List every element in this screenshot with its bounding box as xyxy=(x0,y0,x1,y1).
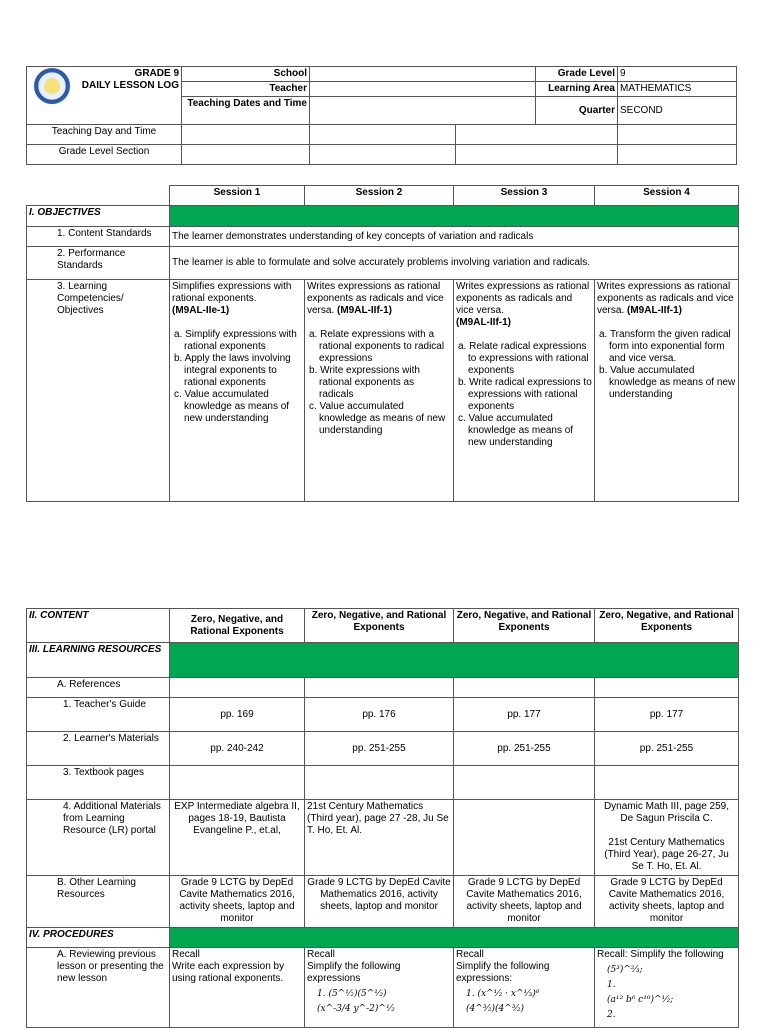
session-3-header: Session 3 xyxy=(454,186,595,206)
content-topic-4[interactable]: Zero, Negative, and Rational Exponents xyxy=(595,609,739,643)
grade-label: GRADE 9 xyxy=(134,68,179,79)
competency-code: (M9AL-IIf-1) xyxy=(456,317,511,328)
competency-code: (M9AL-IIe-1) xyxy=(172,305,230,316)
section-cell-1[interactable] xyxy=(182,145,310,165)
teacher-field[interactable] xyxy=(310,82,536,97)
references-cell-2[interactable] xyxy=(305,678,454,698)
performance-standards-label: 2. Performance Standards xyxy=(27,247,170,280)
math-expression: (5³)^²⁄₃; xyxy=(607,965,643,975)
content-table xyxy=(26,608,739,1028)
list-item: c. Value accumulated knowledge as means of new understanding xyxy=(309,401,446,436)
references-label: A. References xyxy=(27,678,170,698)
list-item: b. Write radical expressions to expressions with rational exponents xyxy=(458,377,592,412)
section-cell-2[interactable] xyxy=(310,145,456,165)
resources-green-bar xyxy=(170,643,739,678)
review-lesson-label: A. Reviewing previous lesson or presenting the new lesson xyxy=(27,948,170,1028)
review-session-1[interactable] xyxy=(170,948,305,1028)
addl-4-line: 21st Century Mathematics (Third Year), page 26-27, Ju Se T. Ho, Et. Al. xyxy=(604,837,729,872)
competency-code: (M9AL-IIf-1) xyxy=(337,305,393,316)
content-topic-3[interactable]: Zero, Negative, and Rational Exponents xyxy=(454,609,595,643)
day-time-cell-4[interactable] xyxy=(618,125,737,145)
day-time-cell-1[interactable] xyxy=(182,125,310,145)
performance-standards-text[interactable]: The learner is able to formulate and solve accurately problems involving variation and radicals. xyxy=(170,247,739,280)
teachers-guide-label: 1. Teacher's Guide xyxy=(27,698,170,732)
day-time-cell-2[interactable] xyxy=(310,125,456,145)
references-cell-4[interactable] xyxy=(595,678,739,698)
review-line: Simplify the following expressions xyxy=(307,961,401,984)
session-4-competencies[interactable] xyxy=(595,280,739,502)
competency-code: (M9AL-IIf-1) xyxy=(627,305,683,316)
references-cell-3[interactable] xyxy=(454,678,595,698)
section-cell-4[interactable] xyxy=(618,145,737,165)
textbook-pages-label: 3. Textbook pages xyxy=(27,766,170,800)
quarter-label: Quarter xyxy=(536,97,618,125)
competencies-label: 3. Learning Competencies/ Objectives xyxy=(27,280,170,502)
procedures-heading: IV. PROCEDURES xyxy=(27,928,170,948)
textbook-cell-2[interactable] xyxy=(305,766,454,800)
textbook-cell-1[interactable] xyxy=(170,766,305,800)
other-resources-4[interactable]: Grade 9 LCTG by DepEd Cavite Mathematics 2016, activity sheets, laptop and monitor xyxy=(595,876,739,928)
competency-intro: Writes expressions as rational exponents as radicals and vice versa. xyxy=(307,281,444,316)
log-title-cell xyxy=(27,67,182,125)
teaching-day-time-label: Teaching Day and Time xyxy=(27,125,182,145)
math-expression: 1. xyxy=(607,980,616,990)
tg-pages-4[interactable]: pp. 177 xyxy=(595,698,739,732)
section-cell-3[interactable] xyxy=(456,145,618,165)
math-expression: 1. (5^¹⁄₂)(5^¹⁄₂) xyxy=(317,989,387,999)
content-topic-1[interactable]: Zero, Negative, and Rational Exponents xyxy=(170,609,305,643)
tg-pages-1[interactable]: pp. 169 xyxy=(170,698,305,732)
objectives-heading: I. OBJECTIVES xyxy=(27,206,170,227)
other-resources-3[interactable]: Grade 9 LCTG by DepEd Cavite Mathematics 2016, activity sheets, laptop and monitor xyxy=(454,876,595,928)
math-expression: (x^-3/4 y^-2)^¹⁄₂ xyxy=(317,1004,395,1014)
list-item: c. Value accumulated knowledge as means of new understanding xyxy=(174,389,290,424)
math-expression: 2. xyxy=(607,1010,616,1020)
list-item: a. Relate expressions with a rational exponents to radical expressions xyxy=(309,329,445,364)
learning-area-label: Learning Area xyxy=(536,82,618,97)
teaching-dates-field[interactable] xyxy=(310,97,536,125)
additional-materials-3[interactable] xyxy=(454,800,595,876)
lm-pages-2[interactable]: pp. 251-255 xyxy=(305,732,454,766)
competency-intro: Writes expressions as rational exponents as radicals and vice versa. xyxy=(597,281,734,316)
content-standards-text[interactable]: The learner demonstrates understanding of key concepts of variation and radicals xyxy=(170,227,739,247)
session-1-header: Session 1 xyxy=(170,186,305,206)
day-time-cell-3[interactable] xyxy=(456,125,618,145)
competency-intro: Simplifies expressions with rational exponents. xyxy=(172,281,292,304)
textbook-cell-3[interactable] xyxy=(454,766,595,800)
blank-header-cell xyxy=(27,186,170,206)
review-line: Recall xyxy=(172,949,200,960)
grade-level-section-label: Grade Level Section xyxy=(27,145,182,165)
list-item: a. Transform the given radical form into exponential form and vice versa. xyxy=(599,329,731,364)
daily-lesson-log-title: DAILY LESSON LOG xyxy=(81,80,179,91)
textbook-cell-4[interactable] xyxy=(595,766,739,800)
list-item: a. Relate radical expressions to expressions with rational exponents xyxy=(458,341,589,376)
math-expression: (4^³⁄₂)(4^³⁄₂) xyxy=(466,1004,525,1014)
teaching-dates-label: Teaching Dates and Time xyxy=(182,97,310,125)
grade-level-label: Grade Level xyxy=(536,67,618,82)
review-session-3[interactable] xyxy=(454,948,595,1028)
lm-pages-3[interactable]: pp. 251-255 xyxy=(454,732,595,766)
learners-materials-label: 2. Learner's Materials xyxy=(27,732,170,766)
review-session-4[interactable] xyxy=(595,948,739,1028)
session-3-competencies[interactable] xyxy=(454,280,595,502)
additional-materials-1[interactable]: EXP Intermediate algebra II, pages 18-19, Bautista Evangeline P., et.al, xyxy=(170,800,305,876)
math-expression: (a¹² b⁶ c¹⁰)^¹⁄₂; xyxy=(607,995,674,1005)
content-topic-2[interactable]: Zero, Negative, and Rational Exponents xyxy=(305,609,454,643)
additional-materials-4[interactable] xyxy=(595,800,739,876)
teacher-label: Teacher xyxy=(182,82,310,97)
school-field[interactable] xyxy=(310,67,536,82)
session-4-header: Session 4 xyxy=(595,186,739,206)
learning-resources-heading: III. LEARNING RESOURCES xyxy=(27,643,170,678)
lm-pages-4[interactable]: pp. 251-255 xyxy=(595,732,739,766)
lm-pages-1[interactable]: pp. 240-242 xyxy=(170,732,305,766)
list-item: c. Value accumulated knowledge as means of new understanding xyxy=(458,413,574,448)
list-item: b. Write expressions with rational exponents as radicals xyxy=(309,365,420,400)
additional-materials-2[interactable]: 21st Century Mathematics (Third year), page 27 -28, Ju Se T. Ho, Et. Al. xyxy=(305,800,454,876)
review-line: Recall xyxy=(307,949,335,960)
references-cell-1[interactable] xyxy=(170,678,305,698)
review-line: Simplify the following expressions: xyxy=(456,961,550,984)
other-resources-2[interactable]: Grade 9 LCTG by DepEd Cavite Mathematics 2016, activity sheets, laptop and monitor xyxy=(305,876,454,928)
review-session-2[interactable] xyxy=(305,948,454,1028)
competency-intro: Writes expressions as rational exponents as radicals and vice versa. xyxy=(456,281,590,316)
header-table xyxy=(26,66,737,165)
content-standards-label: 1. Content Standards xyxy=(27,227,170,247)
objectives-table xyxy=(26,185,739,502)
session-1-competencies[interactable] xyxy=(170,280,305,502)
other-resources-label: B. Other Learning Resources xyxy=(27,876,170,928)
school-label: School xyxy=(182,67,310,82)
additional-materials-label: 4. Additional Materials from Learning Resource (LR) portal xyxy=(27,800,170,876)
objectives-green-bar xyxy=(170,206,739,227)
list-item: b. Apply the laws involving integral exponents to rational exponents xyxy=(174,353,291,388)
math-expression: 1. (x^¹⁄₂ · x^¹⁄₃)⁶ xyxy=(466,989,540,999)
learning-area-value[interactable]: MATHEMATICS xyxy=(618,82,737,97)
addl-4-line: Dynamic Math III, page 259, De Sagun Priscila C. xyxy=(603,801,730,824)
other-resources-1[interactable]: Grade 9 LCTG by DepEd Cavite Mathematics 2016, activity sheets, laptop and monitor xyxy=(170,876,305,928)
procedures-green-bar xyxy=(170,928,739,948)
review-line: Recall: Simplify the following xyxy=(597,949,724,960)
list-item: a. Simplify expressions with rational exponents xyxy=(174,329,297,352)
content-heading: II. CONTENT xyxy=(27,609,170,643)
tg-pages-3[interactable]: pp. 177 xyxy=(454,698,595,732)
tg-pages-2[interactable]: pp. 176 xyxy=(305,698,454,732)
session-2-competencies[interactable] xyxy=(305,280,454,502)
quarter-value[interactable]: SECOND xyxy=(618,97,737,125)
session-2-header: Session 2 xyxy=(305,186,454,206)
review-line: Write each expression by using rational exponents. xyxy=(172,961,285,984)
list-item: b. Value accumulated knowledge as means of new understanding xyxy=(599,365,736,400)
review-line: Recall xyxy=(456,949,484,960)
grade-level-value[interactable]: 9 xyxy=(618,67,737,82)
